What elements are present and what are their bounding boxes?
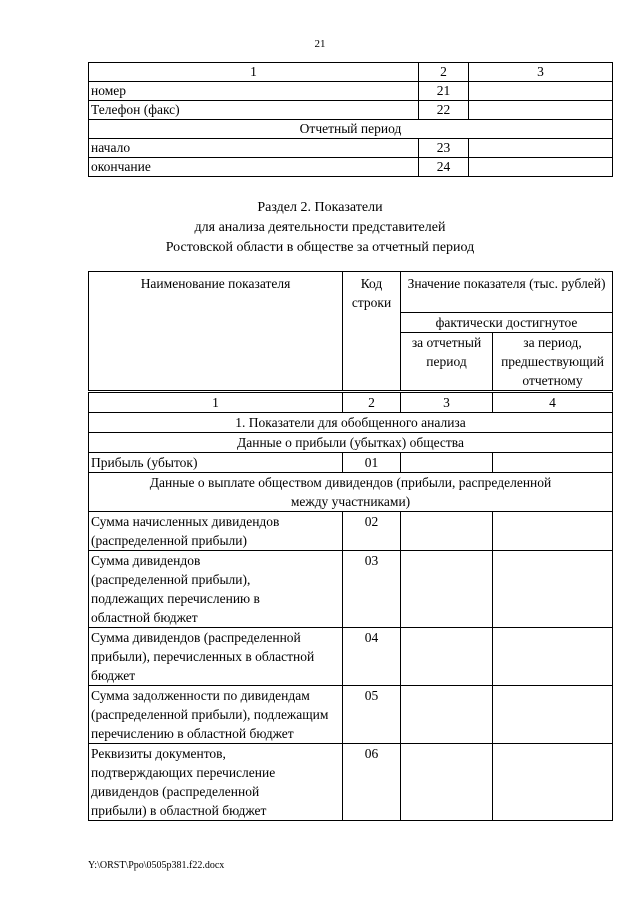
row-value — [401, 628, 493, 686]
row-value — [401, 744, 493, 821]
row-code: 05 — [343, 686, 401, 744]
row-code: 21 — [419, 82, 469, 101]
period-title-row — [89, 120, 613, 139]
page-number: 21 — [314, 38, 326, 50]
row-value — [493, 512, 613, 551]
header-value: Значение показателя (тыс. рублей) — [401, 272, 613, 313]
row-value — [493, 686, 613, 744]
period-title: Отчетный период — [89, 120, 613, 139]
col-number: 3 — [469, 63, 613, 82]
header-code: Код строки — [343, 272, 401, 392]
col-number: 2 — [343, 392, 401, 413]
row-label: Сумма дивидендов (распределенной прибыли), перечисленных в областной бюджет — [89, 628, 343, 686]
group-row — [89, 413, 613, 433]
file-path-footer: Y:\ORST\Ppo\0505p381.f22.docx — [88, 860, 225, 871]
contact-table — [88, 62, 613, 177]
col-number: 1 — [89, 63, 419, 82]
row-label: Сумма начисленных дивидендов (распределенной прибыли) — [89, 512, 343, 551]
column-numbers-row — [89, 392, 613, 413]
header-previous-period: за период, предшествующий отчетному — [493, 333, 613, 392]
table-row — [89, 139, 613, 158]
row-value — [469, 101, 613, 120]
section-heading — [0, 198, 640, 258]
table-row — [89, 158, 613, 177]
row-label: начало — [89, 139, 419, 158]
subgroup-title: Данные о выплате обществом дивидендов (прибыли, распределенной между участниками) — [89, 473, 613, 512]
row-code: 04 — [343, 628, 401, 686]
row-code: 06 — [343, 744, 401, 821]
row-code: 23 — [419, 139, 469, 158]
row-value — [493, 744, 613, 821]
table-row — [89, 512, 613, 551]
section-subtitle: для анализа деятельности представителей — [194, 220, 446, 235]
row-code: 24 — [419, 158, 469, 177]
row-value — [493, 551, 613, 628]
header-row — [89, 272, 613, 313]
row-label: Сумма задолженности по дивидендам (распределенной прибыли), подлежащим перечислению в областной бюджет — [89, 686, 343, 744]
row-code: 03 — [343, 551, 401, 628]
subgroup-title: Данные о прибыли (убытках) общества — [89, 433, 613, 453]
row-label: окончание — [89, 158, 419, 177]
table-row — [89, 628, 613, 686]
table-row — [89, 82, 613, 101]
row-code: 01 — [343, 453, 401, 473]
table-row — [89, 101, 613, 120]
header-name: Наименование показателя — [89, 272, 343, 392]
table-row — [89, 686, 613, 744]
section-subtitle: Ростовской области в обществе за отчетный период — [165, 240, 475, 255]
section-title: Раздел 2. Показатели — [257, 200, 383, 215]
row-code: 02 — [343, 512, 401, 551]
row-label: Реквизиты документов, подтверждающих перечисление дивидендов (распределенной прибыли) в областной бюджет — [89, 744, 343, 821]
row-value — [493, 628, 613, 686]
row-value — [401, 512, 493, 551]
row-label: Сумма дивидендов (распределенной прибыли), подлежащих перечислению в областной бюджет — [89, 551, 343, 628]
table-header-row — [89, 63, 613, 82]
header-achieved: фактически достигнутое — [401, 313, 613, 333]
table-row — [89, 744, 613, 821]
col-number: 1 — [89, 392, 343, 413]
table-row — [89, 551, 613, 628]
header-current-period: за отчетный период — [401, 333, 493, 392]
row-value — [401, 551, 493, 628]
row-value — [401, 453, 493, 473]
row-label: Телефон (факс) — [89, 101, 419, 120]
subgroup-row — [89, 433, 613, 453]
col-number: 3 — [401, 392, 493, 413]
row-code: 22 — [419, 101, 469, 120]
row-value — [401, 686, 493, 744]
row-value — [493, 453, 613, 473]
row-label: номер — [89, 82, 419, 101]
indicators-table — [88, 271, 613, 821]
row-value — [469, 158, 613, 177]
subgroup-row — [89, 473, 613, 512]
group-title: 1. Показатели для обобщенного анализа — [89, 413, 613, 433]
row-value — [469, 82, 613, 101]
table-row — [89, 453, 613, 473]
row-label: Прибыль (убыток) — [89, 453, 343, 473]
row-value — [469, 139, 613, 158]
col-number: 4 — [493, 392, 613, 413]
col-number: 2 — [419, 63, 469, 82]
